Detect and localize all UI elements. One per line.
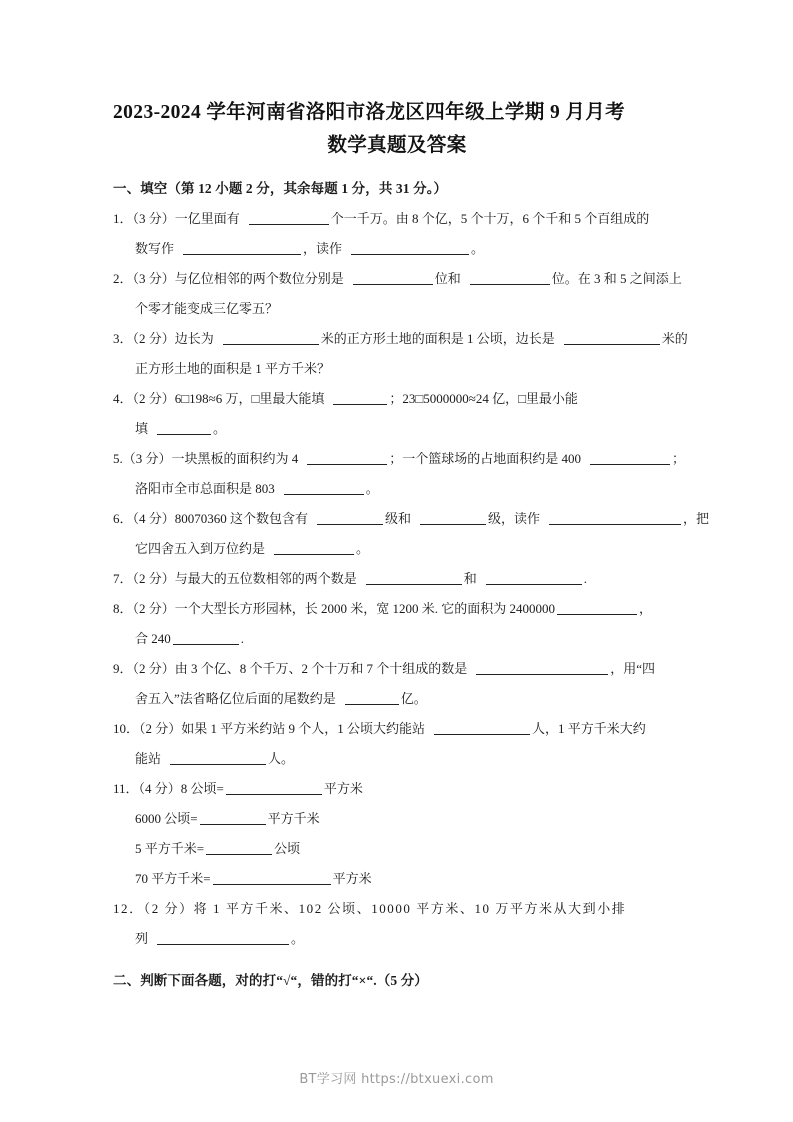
answer-blank[interactable]: [434, 721, 530, 735]
answer-blank[interactable]: [249, 211, 329, 225]
question-5-text-4: 洛阳市全市总面积是 803: [135, 481, 275, 496]
question-1-text-5: 。: [471, 241, 485, 256]
answer-blank[interactable]: [351, 241, 469, 255]
answer-blank[interactable]: [476, 661, 608, 675]
question-2-text-2: 位和: [434, 271, 461, 286]
question-11-line-4: [113, 864, 681, 894]
question-6-text-4: ，把: [683, 511, 710, 526]
question-3-text-1: 3．（2 分）边长为: [113, 331, 214, 346]
question-10-text-1: 10．（2 分）如果 1 平方米约站 9 个人，1 公顷大约能站: [113, 721, 426, 736]
question-3-line-2: [113, 354, 681, 384]
question-2-text-3: 位。在 3 和 5 之间添上: [551, 271, 682, 286]
question-5-text-5: 。: [365, 481, 379, 496]
question-7-text-3: .: [583, 571, 588, 586]
question-8: [113, 594, 681, 654]
question-2-text-4: 个零才能变成三亿零五？: [135, 301, 279, 316]
question-11-text-4: 平方千米: [267, 811, 320, 826]
question-8-line-1: [113, 594, 681, 624]
question-5-text-1: 5.（3 分）一块黑板的面积约为 4: [113, 451, 299, 466]
answer-blank[interactable]: [307, 451, 387, 465]
answer-blank[interactable]: [170, 751, 266, 765]
question-9-text-4: 亿。: [400, 691, 427, 706]
answer-blank[interactable]: [420, 511, 486, 525]
question-9-text-2: ，用“四: [610, 661, 656, 676]
question-8-line-2: [113, 624, 681, 654]
question-10-text-4: 人。: [268, 751, 295, 766]
answer-blank[interactable]: [470, 271, 550, 285]
question-4-text-3: 填: [135, 421, 149, 436]
question-11-line-2: [113, 804, 681, 834]
question-2: [113, 264, 681, 324]
question-12-text-1: 12．（2 分）将 1 平方千米、102 公顷、10000 平方米、10 万平方米从大到小排: [113, 901, 627, 916]
answer-blank[interactable]: [200, 811, 266, 825]
question-7-text-2: 和: [463, 571, 477, 586]
question-8-text-4: .: [240, 631, 245, 646]
answer-blank[interactable]: [274, 541, 354, 555]
question-1-text-1: 1．（3 分）一亿里面有: [113, 211, 240, 226]
answer-blank[interactable]: [564, 331, 660, 345]
question-12-line-1: [113, 894, 681, 924]
question-11-text-3: 6000 公顷=: [135, 811, 198, 826]
question-2-line-1: [113, 264, 681, 294]
answer-blank[interactable]: [183, 241, 301, 255]
question-12-line-2: [113, 924, 681, 954]
question-7-line-1: [113, 564, 681, 594]
question-11-text-8: 平方米: [332, 871, 372, 886]
answer-blank[interactable]: [157, 421, 211, 435]
question-5: [113, 444, 686, 504]
question-1: [113, 204, 681, 264]
question-11: [113, 774, 681, 894]
question-5-text-3: ；: [672, 451, 686, 466]
question-3-text-2: 米的正方形土地的面积是 1 公顷，边长是: [320, 331, 555, 346]
question-4-text-1: 4．（2 分）6□198≈6 万，□里最大能填: [113, 391, 325, 406]
question-5-line-1: [113, 444, 686, 474]
question-4-line-2: [113, 414, 681, 444]
question-10-text-2: 人，1 平方千米大约: [532, 721, 646, 736]
question-9-line-2: [113, 684, 681, 714]
answer-blank[interactable]: [366, 571, 462, 585]
question-6-line-2: [113, 534, 681, 564]
question-7-text-1: 7．（2 分）与最大的五位数相邻的两个数是: [113, 571, 357, 586]
question-9-text-1: 9．（2 分）由 3 个亿、8 个千万、2 个十万和 7 个十组成的数是: [113, 661, 468, 676]
question-10-text-3: 能站: [135, 751, 162, 766]
question-12: [113, 894, 681, 954]
question-6-text-3: 级，读作: [488, 511, 541, 526]
question-4: [113, 384, 681, 444]
question-1-text-4: ，读作: [303, 241, 343, 256]
question-11-text-5: 5 平方千米=: [135, 841, 205, 856]
question-3-text-3: 米的: [661, 331, 688, 346]
page-title: [113, 96, 681, 162]
question-7: [113, 564, 681, 594]
answer-blank[interactable]: [557, 601, 637, 615]
answer-blank[interactable]: [549, 511, 681, 525]
question-2-line-2: [113, 294, 681, 324]
question-3-text-4: 正方形土地的面积是 1 平方千米？: [135, 361, 331, 376]
answer-blank[interactable]: [345, 691, 399, 705]
question-12-text-2: 列: [135, 931, 149, 946]
section-heading-true-false: 二、判断下面各题，对的打“√“，错的打“×“.（5 分）: [113, 973, 428, 988]
question-6-text-1: 6．（4 分）80070360 这个数包含有: [113, 511, 309, 526]
question-11-line-1: [113, 774, 681, 804]
question-1-line-1: [113, 204, 681, 234]
answer-blank[interactable]: [213, 871, 331, 885]
question-6-text-5: 它四舍五入到万位约是: [135, 541, 266, 556]
question-4-text-2: ；23□5000000≈24 亿，□里最小能: [389, 391, 578, 406]
question-12-text-3: 。: [291, 931, 305, 946]
answer-blank[interactable]: [223, 331, 319, 345]
question-11-text-1: 11．（4 分）8 公顷=: [113, 781, 224, 796]
question-1-text-2: 个一千万。由 8 个亿，5 个十万，6 个千和 5 个百组成的: [330, 211, 650, 226]
question-6-line-1: [113, 504, 710, 534]
question-1-line-2: [113, 234, 681, 264]
question-4-text-4: 。: [213, 421, 227, 436]
question-10-line-1: [113, 714, 681, 744]
question-5-text-2: ；一个篮球场的占地面积约是 400: [389, 451, 582, 466]
answer-blank[interactable]: [590, 451, 670, 465]
question-11-text-7: 70 平方千米=: [135, 871, 211, 886]
question-10: [113, 714, 681, 774]
question-3-line-1: [113, 324, 688, 354]
answer-blank[interactable]: [157, 931, 289, 945]
document-body: [113, 96, 710, 996]
question-9-text-3: 舍五入”法省略亿位后面的尾数约是: [135, 691, 336, 706]
question-11-text-2: 平方米: [323, 781, 363, 796]
question-6: [113, 504, 710, 564]
answer-blank[interactable]: [173, 631, 239, 645]
question-3: [113, 324, 688, 384]
answer-blank[interactable]: [353, 271, 433, 285]
question-5-line-2: [113, 474, 681, 504]
answer-blank[interactable]: [317, 511, 383, 525]
question-8-text-2: ，: [639, 601, 653, 616]
page-title-line-1: 2023-2024 学年河南省洛阳市洛龙区四年级上学期 9 月月考: [113, 102, 626, 123]
page-title-line-2: 数学真题及答案: [327, 135, 467, 156]
question-1-text-3: 数写作: [135, 241, 175, 256]
question-10-line-2: [113, 744, 681, 774]
question-11-text-6: 公顷: [274, 841, 301, 856]
question-6-text-6: 。: [356, 541, 370, 556]
question-9-line-1: [113, 654, 681, 684]
footer-watermark: BT学习网 https://btxuexi.com: [299, 1072, 494, 1087]
question-9: [113, 654, 681, 714]
question-2-text-1: 2．（3 分）与亿位相邻的两个数位分别是: [113, 271, 344, 286]
answer-blank[interactable]: [226, 781, 322, 795]
question-6-text-2: 级和: [385, 511, 412, 526]
section-heading-fill-in-blanks: 一、填空（第 12 小题 2 分，其余每题 1 分，共 31 分。）: [113, 181, 448, 196]
answer-blank[interactable]: [486, 571, 582, 585]
question-8-text-3: 合 240: [135, 631, 171, 646]
question-4-line-1: [113, 384, 681, 414]
answer-blank[interactable]: [206, 841, 272, 855]
answer-blank[interactable]: [284, 481, 364, 495]
question-8-text-1: 8．（2 分）一个大型长方形园林，长 2000 米，宽 1200 米. 它的面积为 2400000: [113, 601, 556, 616]
answer-blank[interactable]: [333, 391, 387, 405]
question-11-line-3: [113, 834, 681, 864]
